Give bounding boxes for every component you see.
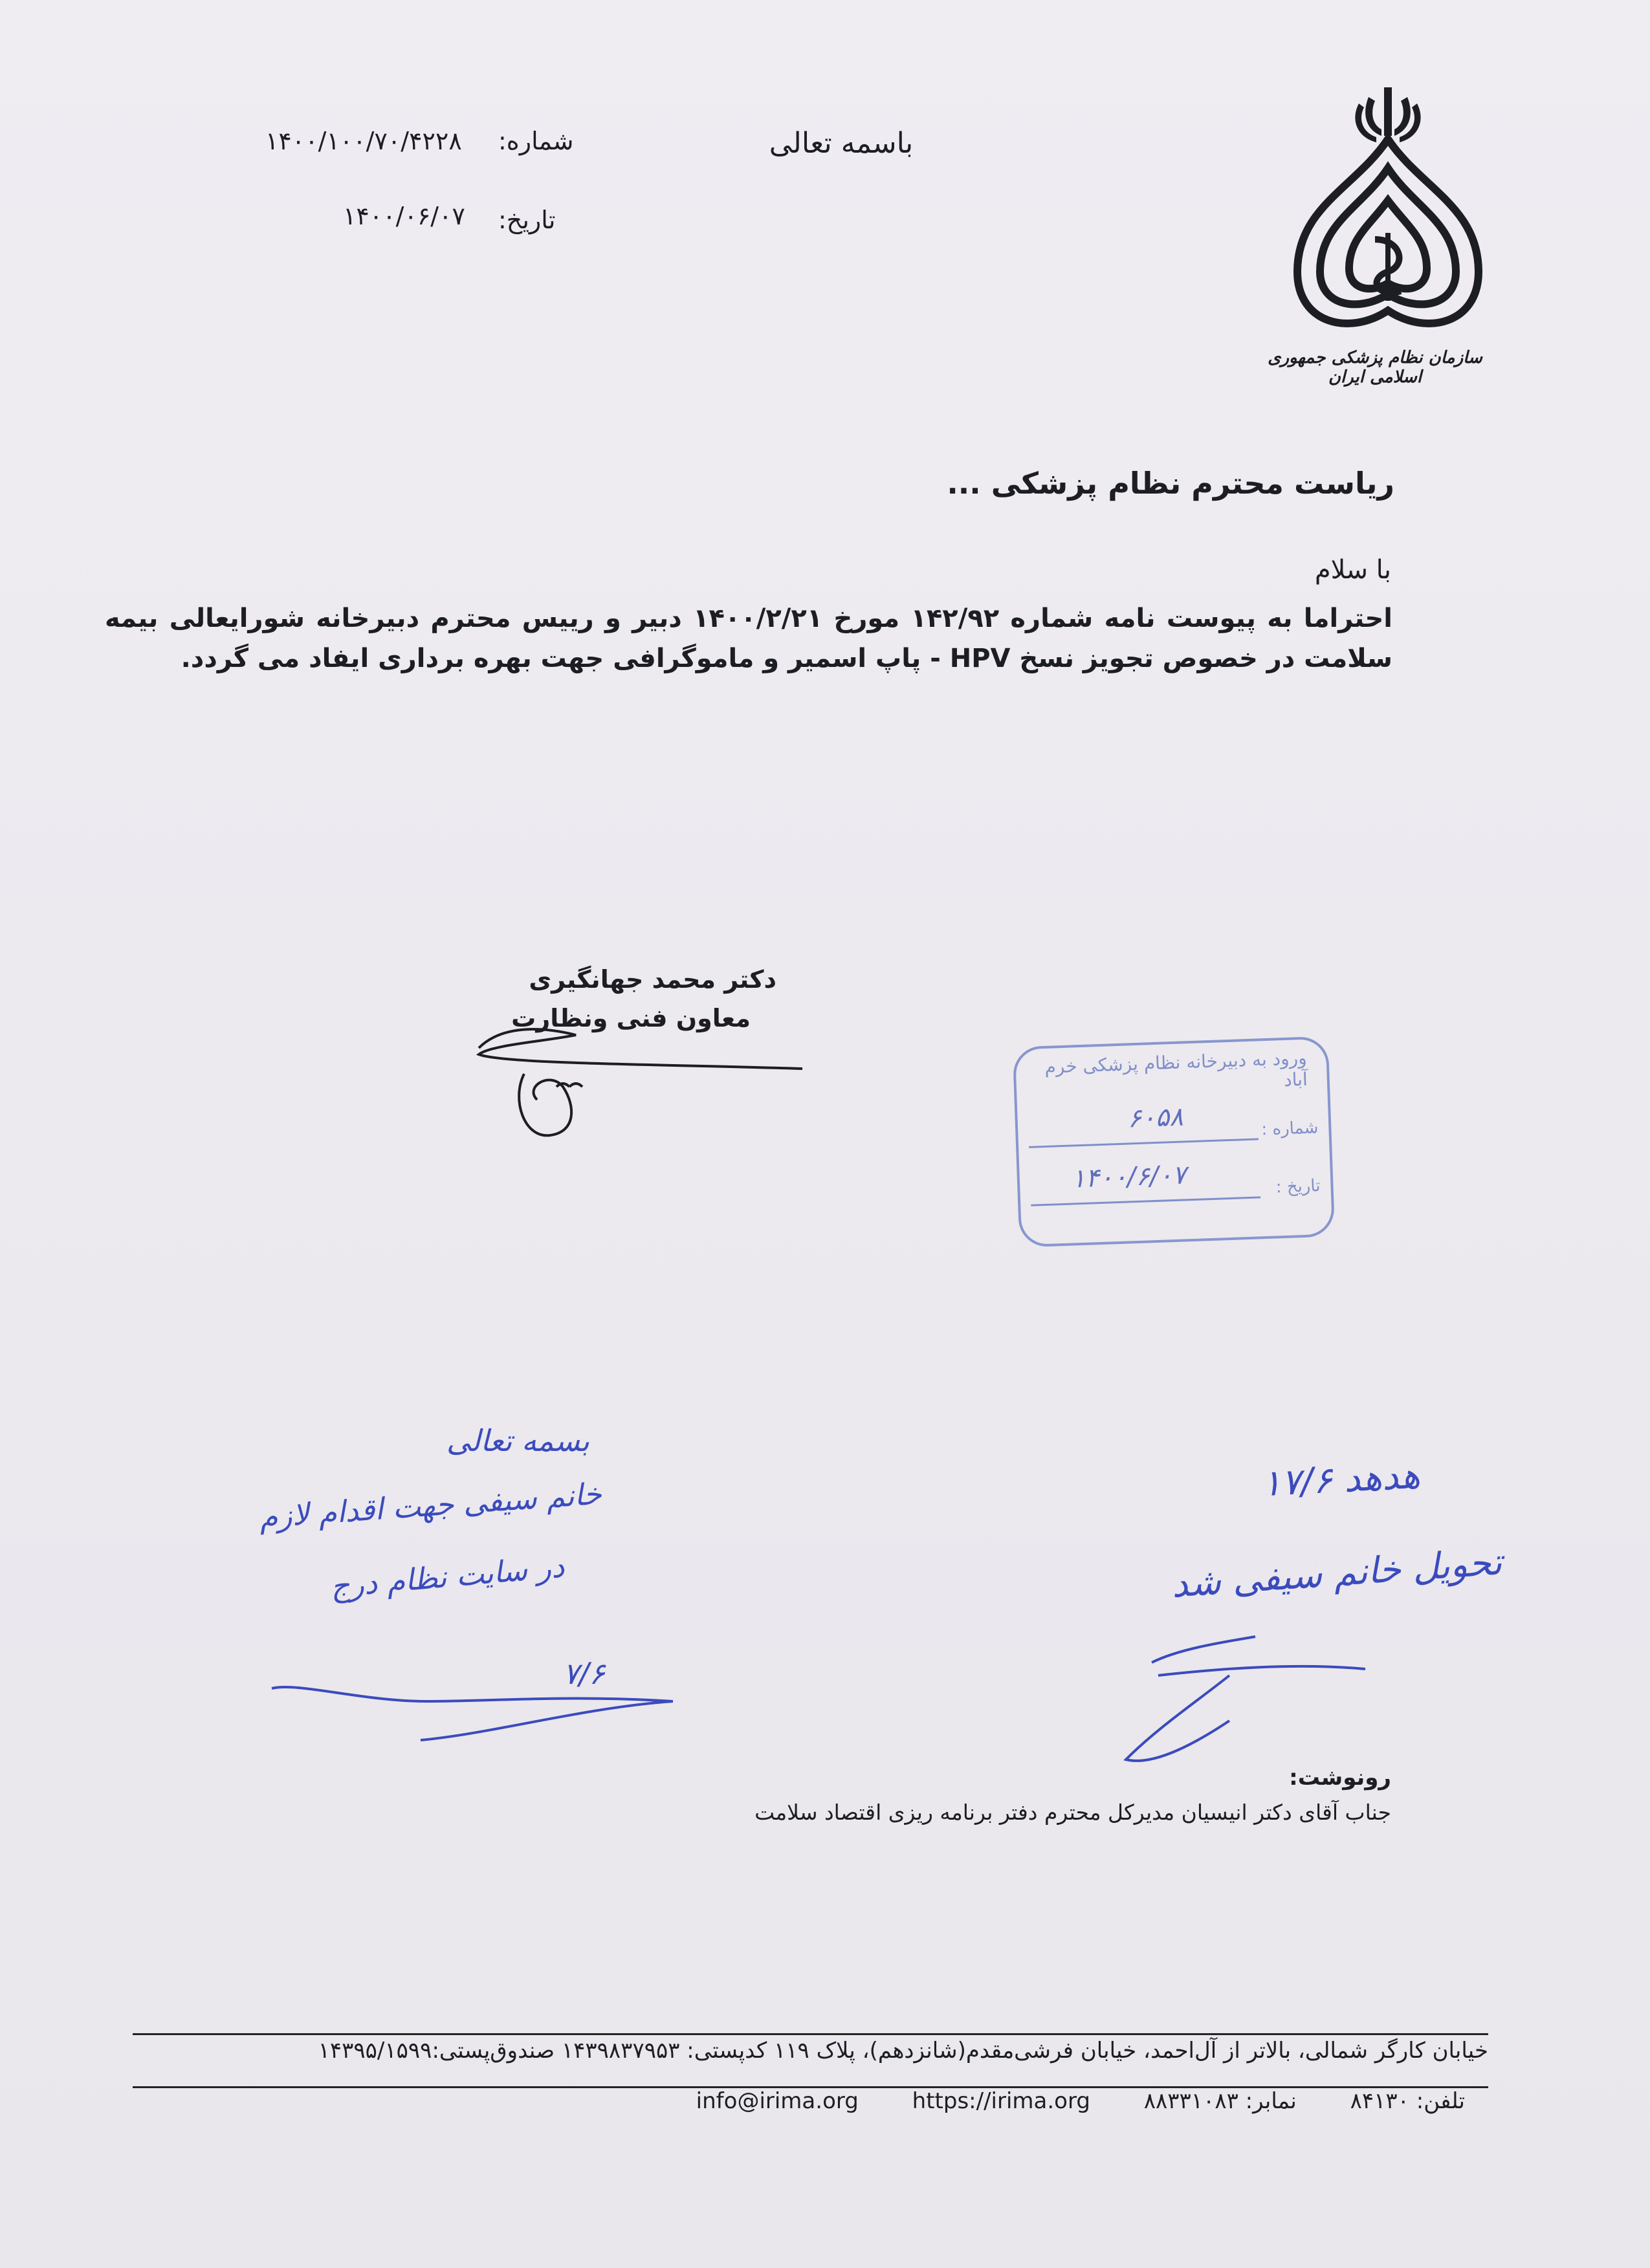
letter-number-label: شماره: (498, 127, 574, 155)
stamp-number-line (1029, 1138, 1259, 1148)
letter-date-value: ۱۴۰۰/۰۶/۰۷ (343, 202, 465, 230)
stamp-number-value: ۶۰۵۸ (1127, 1102, 1184, 1134)
handwritten-left-scribble (259, 1663, 686, 1760)
organization-name: سازمان نظام پزشکی جمهوری اسلامی ایران (1268, 348, 1482, 387)
letter-date-label: تاریخ: (498, 206, 556, 234)
signature-scribble (466, 1009, 815, 1151)
stamp-title: ورود به دبیرخانه نظام پزشکی خرم آباد (1044, 1047, 1308, 1091)
greeting: با سلام (1314, 555, 1391, 585)
footer-phone: تلفن: ۸۴۱۳۰ (1350, 2088, 1465, 2114)
basmala: باسمه تعالی (769, 127, 914, 160)
footer-divider-top (133, 2033, 1488, 2035)
footer-contact (168, 2088, 1488, 2114)
handwritten-left-line-4: ۷/۶ (563, 1656, 605, 1691)
footer-email: info@irima.org (696, 2088, 859, 2114)
stamp-date-label: تاریخ : (1275, 1176, 1321, 1197)
handwritten-right-signature (1100, 1624, 1372, 1779)
signatory-title: معاون فنی ونظارت (511, 1004, 751, 1032)
footer-address: خیابان کارگر شمالی، بالاتر از آل‌احمد، خیابان فرشی‌مقدم(شانزدهم)، پلاک ۱۱۹ کدپستی: ۱۴۳۹۸۳۷۹۵۳ صندوق‌پستی:۱۴۳۹۵/۱۵۹۹ (318, 2038, 1488, 2064)
handwritten-right-line-2: تحویل خانم سیفی شد (1170, 1541, 1504, 1606)
letter-body: احتراما به پیوست نامه شماره ۱۴۲/۹۲ مورخ ۱۴۰۰/۲/۲۱ دبیر و رییس محترم دبیرخانه شورایعالی بیمه سلامت در خصوص تجویز نسخ HPV - پاپ اسمیر و ماموگرافی جهت بهره برداری ایفاد می گردد. (105, 604, 1392, 673)
cc-text: جناب آقای دکتر انیسیان مدیرکل محترم دفتر برنامه ریزی اقتصاد سلامت (754, 1800, 1391, 1825)
handwritten-left-line-3: در سایت نظام درج (329, 1549, 566, 1604)
footer-website: https://irima.org (912, 2088, 1090, 2114)
stamp-date-value: ۱۴۰۰/۶/۰۷ (1071, 1160, 1187, 1194)
stamp-number-label: شماره : (1260, 1118, 1319, 1140)
registration-stamp (1013, 1036, 1336, 1248)
handwritten-left-line-2: خانم سیفی جهت اقدام لازم (258, 1476, 603, 1535)
handwritten-left-line-1: بسمه تعالی (446, 1423, 590, 1458)
organization-logo (1268, 78, 1498, 388)
recipient: ریاست محترم نظام پزشکی ... (947, 466, 1394, 501)
footer-fax: نمابر: ۸۸۳۳۱۰۸۳ (1143, 2088, 1297, 2114)
iran-emblem-icon (1278, 78, 1498, 349)
handwritten-right-line-1: هدهد ۱۷/۶ (1260, 1454, 1422, 1505)
letter-number-value: ۱۴۰۰/۱۰۰/۷۰/۴۲۲۸ (265, 127, 462, 155)
stamp-date-line (1031, 1196, 1260, 1206)
signatory-name: دکتر محمد جهانگیری (529, 965, 776, 994)
cc-label: رونوشت: (1289, 1765, 1391, 1791)
